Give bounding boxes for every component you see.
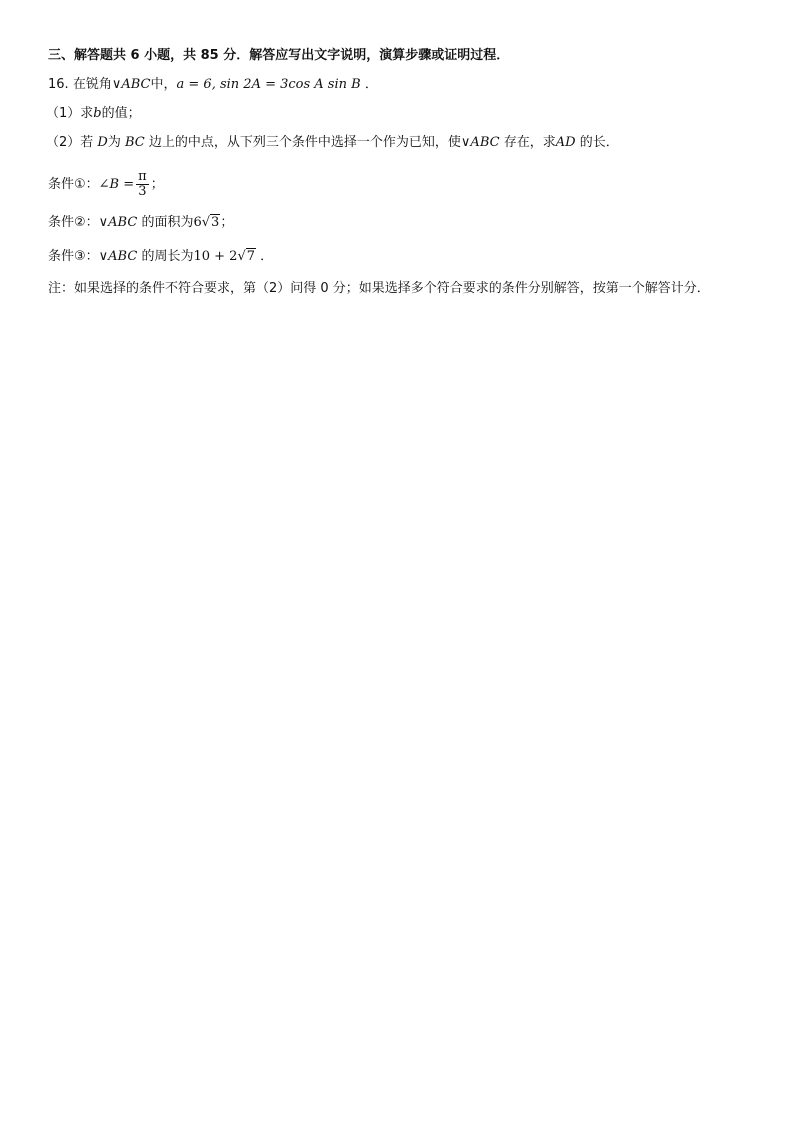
condition-2 bbox=[48, 214, 233, 232]
given-condition: a = 6, sin 2A = 3cos A sin B bbox=[176, 77, 361, 92]
condition-2-text: 的面积为 bbox=[141, 215, 194, 230]
triangle-name: ABC bbox=[121, 77, 151, 92]
angle-b-expression: ∠B = bbox=[98, 177, 135, 192]
problem-statement bbox=[48, 76, 378, 94]
condition-3-text: 的周长为 bbox=[141, 249, 194, 264]
part2-text-2: 边上的中点，从下列三个条件中选择一个作为已知，使 bbox=[148, 135, 461, 150]
triangle-symbol: ∨ bbox=[111, 77, 122, 92]
fraction-numerator: π bbox=[138, 169, 147, 184]
part-2 bbox=[46, 134, 619, 152]
condition-1-end: ； bbox=[150, 177, 164, 192]
condition-2-label: 条件②： bbox=[48, 215, 99, 230]
condition-1 bbox=[48, 170, 164, 199]
segment-ad: AD bbox=[555, 135, 576, 150]
section-heading: 三、解答题共 6 小题，共 85 分．解答应写出文字说明，演算步骤或证明过程． bbox=[48, 48, 510, 63]
pi-over-3-fraction bbox=[136, 170, 149, 199]
condition-2-end: ； bbox=[220, 215, 234, 230]
sqrt-3-radicand: 3 bbox=[211, 215, 220, 230]
part2-text-4: 的长． bbox=[579, 135, 619, 150]
sqrt-7: √7 bbox=[237, 249, 256, 264]
condition-3-triangle: ∨ABC bbox=[98, 249, 138, 264]
part1-prefix: （1）求 bbox=[46, 106, 94, 121]
condition-3-end: ． bbox=[260, 249, 274, 264]
point-d: D bbox=[97, 135, 108, 150]
problem-number: 16. bbox=[48, 77, 69, 92]
condition-1-label: 条件①： bbox=[48, 177, 99, 192]
part2-prefix: （2）若 bbox=[46, 135, 94, 150]
sqrt-3: √3 bbox=[201, 215, 220, 230]
perimeter-expression: 10 + 2 bbox=[193, 249, 238, 264]
condition-2-triangle: ∨ABC bbox=[98, 215, 138, 230]
part-1 bbox=[46, 105, 141, 123]
problem-intro-mid: 中， bbox=[150, 77, 177, 92]
part2-triangle: ∨ABC bbox=[460, 135, 500, 150]
area-coefficient: 6 bbox=[193, 215, 202, 230]
condition-3-label: 条件③： bbox=[48, 249, 99, 264]
condition-3 bbox=[48, 248, 273, 266]
part1-suffix: 的值； bbox=[101, 106, 141, 121]
sqrt-7-radicand: 7 bbox=[246, 249, 256, 264]
part2-text-1: 为 bbox=[107, 135, 121, 150]
problem-intro-prefix: 在锐角 bbox=[72, 77, 112, 92]
problem-intro-end: ． bbox=[364, 77, 378, 92]
part1-variable: b bbox=[93, 106, 102, 121]
segment-bc: BC bbox=[125, 135, 145, 150]
scoring-note: 注：如果选择的条件不符合要求，第（2）问得 0 分；如果选择多个符合要求的条件分别解答，按第一个解答计分． bbox=[48, 281, 710, 296]
fraction-denominator: 3 bbox=[138, 184, 147, 199]
part2-text-3: 存在，求 bbox=[503, 135, 556, 150]
